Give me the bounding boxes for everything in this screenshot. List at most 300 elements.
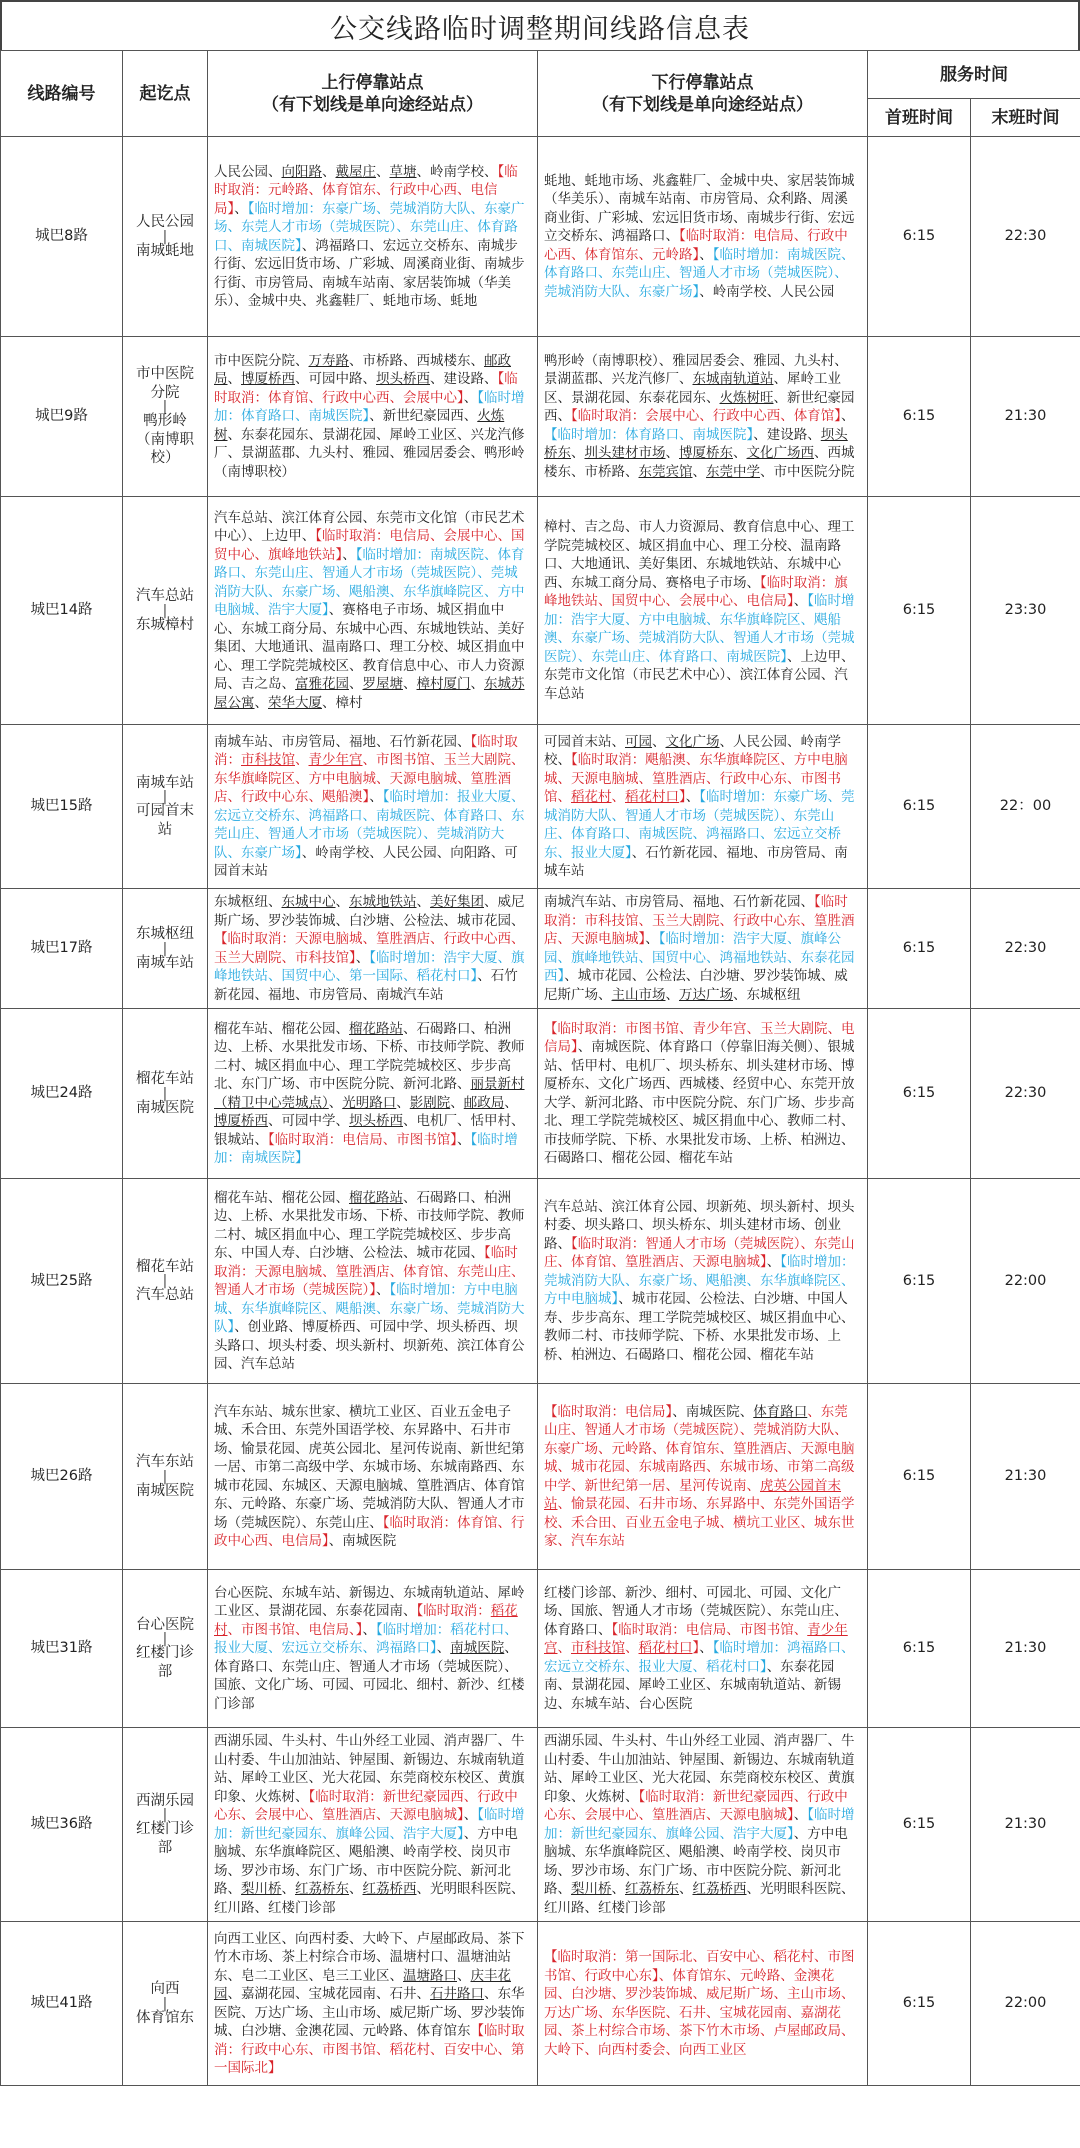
- stop-segment: 【临时取消：元岭路、体育馆东、行政中心西、电信局】: [214, 163, 518, 217]
- stop-segment: 梨川桥: [241, 1881, 282, 1897]
- route-endpoints: [123, 137, 208, 337]
- last-bus-time: [971, 497, 1080, 725]
- stop-segment: 、石竹新花园、福地、市房管局、南城车站: [544, 844, 848, 879]
- route-endpoints: [123, 1384, 208, 1570]
- header-down-stops: [538, 51, 868, 137]
- stop-segment: 、石碣路口、柏洲边、上桥、水果批发市场、下桥、市技师学院、教师二村、城区捐血中心、理工学院莞城校区、步步高北、东门广场、市中医院分院、新河北路、: [214, 1020, 525, 1092]
- last-bus-time: [971, 1009, 1080, 1179]
- first-bus-time: [868, 497, 971, 725]
- stop-segment: 文化广场西: [746, 445, 814, 462]
- up-stops: [208, 1570, 538, 1728]
- last-bus-time: [971, 1728, 1080, 1922]
- route-terminus: 鸭形岭（南博职校）: [136, 413, 194, 467]
- stop-segment: 向西工业区、向西村委、大岭下、卢屋邮政局、茶下竹木市场、茶上村综合市场、温塘村口、温塘油站东、皂二工业区、皂三工业区、: [214, 1930, 525, 1984]
- stop-segment: 、: [699, 246, 713, 263]
- stop-segment: 、: [335, 894, 349, 910]
- route-separator: |: [162, 1631, 168, 1648]
- route-separator: |: [162, 1995, 168, 2012]
- last-bus-text: 21:30: [1004, 408, 1047, 425]
- stop-segment: 青少年宫: [544, 1621, 848, 1657]
- up-stops: [208, 889, 538, 1009]
- route-endpoints: [123, 889, 208, 1009]
- up-stops: [208, 497, 538, 725]
- stop-segment: 、: [403, 676, 417, 693]
- stop-segment: 东城地铁站: [349, 894, 417, 910]
- route-terminus: 南城蚝地: [136, 242, 194, 259]
- down-stops: [538, 1384, 868, 1570]
- stop-segment: 光明路口: [342, 1094, 397, 1111]
- stop-segment: 坝头桥西: [376, 371, 430, 388]
- stop-segment: 、: [793, 1807, 808, 1823]
- first-bus-time: [868, 1728, 971, 1922]
- stop-segment: 【临时增加：稻花村口、报业大厦、宏远立交桥东、鸿福路口】: [214, 1621, 518, 1657]
- stop-segment: 东城苏屋公寓: [214, 676, 525, 711]
- route-origin: 汽车总站: [136, 588, 194, 604]
- stop-segment: 、: [699, 1640, 713, 1657]
- stop-segment: 、: [807, 1403, 821, 1420]
- first-bus-text: 6:15: [902, 1272, 936, 1289]
- route-terminus: 南城医院: [136, 1099, 194, 1116]
- stop-segment: 榴花车站、榴花公园、: [214, 1020, 349, 1037]
- table-title: 公交线路临时调整期间线路信息表: [0, 0, 1080, 50]
- stop-segment: 红荔桥西: [692, 1881, 747, 1897]
- route-origin: 人民公园: [136, 214, 194, 230]
- stop-segment: 、: [733, 445, 747, 462]
- last-bus-time: [971, 725, 1080, 889]
- stop-segment: 青少年宫: [308, 752, 363, 768]
- stop-segment: 荣华大厦: [268, 694, 322, 711]
- down-stops: [538, 1009, 868, 1179]
- stop-segment: 、: [355, 949, 370, 966]
- stop-segment: 【临时取消：市科技馆、玉兰大剧院、行政中心东、篁胜酒店、天源电脑城】: [544, 894, 855, 947]
- route-code: [1, 137, 123, 337]
- table-row: [1, 725, 1080, 889]
- stop-segment: 、: [376, 163, 390, 180]
- stop-segment: 【临时取消：会展中心、行政中心西、体育馆】: [571, 408, 841, 425]
- stop-segment: 【临时取消：电信局、行政中心西、体育馆东、元岭路】: [544, 228, 848, 263]
- stop-segment: 博厦桥西: [241, 371, 295, 388]
- stop-segment: 【临时增加：浩宇大厦、旗峰地铁站、国贸中心、第一国际、稻花村口】: [214, 949, 525, 984]
- stop-segment: 、南城医院: [328, 1533, 397, 1549]
- first-bus-text: 6:15: [902, 940, 936, 957]
- first-bus-text: 6:15: [902, 1640, 936, 1657]
- first-bus-time: [868, 1384, 971, 1570]
- first-bus-time: [868, 337, 971, 497]
- stop-segment: 【临时取消：飓船澳、东华旗峰院区、方中电脑城、天源电脑城、篁胜酒店、行政中心东、市图书馆、: [544, 752, 848, 805]
- table-row: [1, 1009, 1080, 1179]
- up-stops: [208, 1009, 538, 1179]
- first-bus-time: [868, 1570, 971, 1728]
- last-bus-text: 22：00: [999, 798, 1052, 815]
- route-separator: |: [162, 1807, 168, 1824]
- route-code-text: 城巴25路: [30, 1272, 93, 1289]
- stop-segment: 稻花村口: [625, 789, 679, 805]
- last-bus-text: 21:30: [1004, 1468, 1047, 1485]
- stop-segment: 、威尼斯广场、罗沙装饰城、白沙塘、公检法、城市花园、: [214, 894, 525, 929]
- first-bus-text: 6:15: [902, 1085, 936, 1102]
- stop-segment: 、石碣路口、柏洲边、上桥、水果批发市场、下桥、市技师学院、教师二村、城区捐血中心、理工学院莞城校区、步步高东、中国人寿、白沙塘、公检法、城市花园、: [214, 1189, 525, 1261]
- route-separator: |: [162, 399, 168, 416]
- stop-segment: 【临时取消：第一国际北、百安中心、稻花村、市图书馆、行政中心东】: [544, 1949, 855, 1984]
- stop-segment: 红荔桥东: [295, 1881, 349, 1897]
- down-stops: [538, 1728, 868, 1922]
- route-terminus: 南城医院: [136, 1482, 194, 1499]
- stop-segment: 草塘: [389, 163, 417, 180]
- header-down-note: （有下划线是单向途经站点）: [592, 94, 813, 115]
- first-bus-time: [868, 1009, 971, 1179]
- stop-segment: 【临时取消：电信局、会展中心、国贸中心、旗峰地铁站】: [214, 528, 525, 563]
- stop-segment: 、南城医院、体育路口（停靠旧海关侧）、银城站、恬甲村、电机厂、坝头桥东、圳头建材市场、博厦桥东、文化广场西、西城楼、经贸中心、东莞开放大学、新河北路、市中医院分院、东门广场、步步高北、理工学院莞城校区、城区捐血中心、教师二村、市技师学院、下桥、水果批发市场、上桥、柏洲边、石碣路口、榴花公园、榴花车站: [544, 1039, 855, 1166]
- route-code-text: 城巴36路: [30, 1816, 93, 1833]
- stop-segment: 、岭南学校、人民公园、向阳路、可园首末站: [214, 844, 518, 879]
- stop-segment: 、方中电脑城、东华旗峰院区、飓船澳、岭南学校、岗贝市场、罗沙市场、东门广场、市中医院分院、新河北路、: [214, 1825, 518, 1897]
- route-endpoints: [123, 1179, 208, 1384]
- stop-segment: 、建设路、: [430, 371, 498, 388]
- route-code-text: 城巴8路: [35, 228, 88, 245]
- stop-segment: 、: [841, 408, 855, 425]
- stop-segment: 西湖乐园、牛头村、牛山外经工业园、消声器厂、牛山村委、牛山加油站、钟屋围、新锡边、东城南轨道站、犀岭工业区、光大花园、东莞商校东校区、黄旗印象、火炼树、: [214, 1733, 525, 1805]
- stop-segment: 【临时增加：体育路口、南城医院】: [544, 426, 754, 443]
- route-code-text: 城巴31路: [30, 1640, 93, 1657]
- stop-segment: 、城市花园、公检法、白沙塘、中国人寿、步步高东、理工学院莞城校区、城区捐血中心、教师二村、市技师学院、下桥、水果批发市场、上桥、柏洲边、石碣路口、榴花公园、榴花车站: [544, 1291, 855, 1363]
- header-route: 线路编号: [1, 51, 123, 137]
- table-row: [1, 1179, 1080, 1384]
- stop-segment: 东城枢纽、: [214, 894, 282, 910]
- stop-segment: 、: [793, 593, 808, 609]
- down-stops: [538, 1570, 868, 1728]
- first-bus-text: 6:15: [902, 1816, 936, 1833]
- stop-segment: 【临时取消：体育馆、行政中心西、电信局】: [214, 1514, 525, 1549]
- route-separator: |: [162, 1468, 168, 1485]
- down-stops: [538, 1922, 868, 2086]
- stop-segment: 、: [396, 1094, 410, 1111]
- last-bus-text: 21:30: [1004, 1816, 1047, 1833]
- stop-segment: 、: [645, 931, 659, 947]
- stop-segment: 、: [234, 200, 248, 217]
- stop-segment: 台心医院、东城车站、新锡边、东城南轨道站、犀岭工业区、景湖花园、东泰花园南、: [214, 1584, 525, 1620]
- stop-segment: 稻花村口: [638, 1640, 693, 1657]
- stop-segment: 、: [227, 371, 241, 388]
- last-bus-time: [971, 137, 1080, 337]
- header-first-bus: 首班时间: [868, 99, 971, 137]
- stop-segment: 、东泰花园东、景湖花园、犀岭工业区、兴龙汽修厂、景湖蓝郡、九头村、雅园、雅园居委会、鸭形岭（南博职校）: [214, 426, 525, 480]
- route-terminus: 可园首末站: [136, 803, 194, 838]
- stop-segment: 、可园中学、: [268, 1113, 349, 1129]
- table-row: [1, 337, 1080, 497]
- route-terminus: 红楼门诊部: [136, 1645, 194, 1680]
- route-code: [1, 725, 123, 889]
- stop-segment: 、光明眼科医院、红川路、红楼门诊部: [214, 1881, 525, 1916]
- header-up-stops: [208, 51, 538, 137]
- stop-segment: 、: [416, 894, 430, 910]
- route-origin: 向西: [150, 1981, 180, 1997]
- stop-segment: 、市图书馆、玉兰大剧院、东华旗峰院区、方中电脑城、天源电脑城、篁胜酒店、行政中心东、飓船澳】: [214, 752, 525, 805]
- route-endpoints: [123, 1570, 208, 1728]
- up-stops: [208, 1384, 538, 1570]
- route-endpoints: [123, 725, 208, 889]
- stop-segment: 、: [685, 789, 700, 805]
- stop-segment: 、上边甲、东莞市文化馆（市民艺术中心）、滨江体育公园、汽车总站: [544, 648, 855, 702]
- stop-segment: 、鸿福路口、宏远立交桥东、南城步行街、宏远旧货市场、广彩城、周溪商业街、南城步行街、市房管局、南城车站南、家居装饰城（华美乐）、金城中央、兆鑫鞋厂、蚝地市场、蚝地: [214, 237, 525, 309]
- stop-segment: 、: [652, 733, 666, 750]
- stop-segment: 【临时增加：东豪广场、莞城消防大队、智通人才市场（莞城医院）、东莞山庄、体育路口、南城医院、鸿福路口、宏远立交桥东、报业大厦】: [544, 789, 855, 861]
- route-rows: [1, 137, 1080, 2086]
- route-endpoints: [123, 1009, 208, 1179]
- stop-segment: 、: [679, 1881, 693, 1897]
- stop-segment: 富雅花园: [295, 676, 349, 693]
- stop-segment: 、: [692, 463, 706, 480]
- stop-segment: 榴花路站: [349, 1189, 403, 1206]
- stop-segment: 稻花村: [214, 1603, 518, 1638]
- stop-segment: 、: [611, 1881, 625, 1897]
- stop-segment: 【临时增加：鸿福路口、宏远立交桥东、报业大厦、稻花村口】: [544, 1640, 855, 1675]
- stop-segment: 、: [349, 1881, 363, 1897]
- stop-segment: 、东泰花园南、景湖花园、犀岭工业区、东城南轨道站、新锡边、东城车站、台心医院: [544, 1658, 841, 1712]
- stop-segment: 东莞山庄、智通人才市场（莞城医院）、莞城消防大队、东豪广场、元岭路、体育馆东、篁胜酒店、天源电脑城、城市花园、东城南路西、东城市场、市第二高级中学、新世纪第一居、星河传说南、: [544, 1403, 855, 1494]
- stop-segment: 【临时取消：电信局、市图书馆】: [268, 1131, 457, 1148]
- down-stops: [538, 725, 868, 889]
- stop-segment: 、: [571, 445, 585, 462]
- stop-segment: 、: [463, 1807, 478, 1823]
- stop-segment: 、市图书馆、电信局、】: [227, 1621, 363, 1638]
- stop-segment: 虎英公园首末站: [544, 1477, 841, 1512]
- stop-segment: 美好集团: [430, 894, 484, 910]
- route-code: [1, 1922, 123, 2086]
- route-separator: |: [162, 1085, 168, 1102]
- route-endpoints: [123, 1728, 208, 1922]
- down-stops: [538, 137, 868, 337]
- last-bus-time: [971, 1384, 1080, 1570]
- route-origin: 榴花车站: [136, 1258, 194, 1275]
- stop-segment: 庆丰花园: [214, 1967, 511, 2002]
- stop-segment: 主山市场: [611, 986, 666, 1003]
- route-code-text: 城巴24路: [30, 1085, 93, 1102]
- stop-segment: 人民公园、: [214, 163, 282, 180]
- stop-segment: 、: [349, 676, 363, 693]
- route-origin: 市中医院分院: [136, 366, 194, 401]
- first-bus-text: 6:15: [902, 228, 936, 245]
- up-stops: [208, 1728, 538, 1922]
- last-bus-time: [971, 1922, 1080, 2086]
- stop-segment: 】: [692, 1640, 700, 1657]
- route-code: [1, 1728, 123, 1922]
- first-bus-time: [868, 1922, 971, 2086]
- last-bus-time: [971, 889, 1080, 1009]
- stop-segment: 东莞宾馆: [638, 463, 693, 480]
- table-row: [1, 1570, 1080, 1728]
- stop-segment: 南城医院: [450, 1640, 505, 1657]
- stop-segment: 、: [457, 1131, 471, 1148]
- stop-segment: 【临时增加：浩宇大厦、旗峰公园、旗峰地铁站、国贸中心、鸿福地铁站、东泰花园西】: [544, 931, 855, 984]
- stop-segment: 石井路口: [430, 1986, 484, 2002]
- stop-segment: 、樟村: [322, 694, 363, 711]
- stop-segment: 坝头桥东: [544, 426, 848, 462]
- stop-segment: 万达广场: [679, 986, 733, 1003]
- header-down-title: 下行停靠站点: [651, 72, 754, 93]
- stop-segment: 、: [295, 752, 309, 768]
- header-endpoints: 起讫点: [123, 51, 208, 137]
- stop-segment: 、东城枢纽: [733, 986, 801, 1003]
- stop-segment: 坝头桥西: [349, 1113, 403, 1129]
- stop-segment: 【临时增加：浩宇大厦、方中电脑城、东华旗峰院区、飓船澳、东豪广场、莞城消防大队、智通人才市场（莞城医院）、东莞山庄、体育路口、南城医院】: [544, 593, 855, 665]
- stop-segment: 可园: [625, 733, 652, 750]
- stop-segment: 、: [254, 694, 268, 711]
- last-bus-time: [971, 1179, 1080, 1384]
- stop-segment: 、光明眼科医院、红川路、红楼门诊部: [544, 1881, 855, 1916]
- last-bus-text: 22:30: [1004, 228, 1047, 245]
- route-origin: 台心医院: [136, 1616, 194, 1633]
- route-code-text: 城巴15路: [30, 798, 93, 815]
- stop-segment: 【临时取消：天源电脑城、篁胜酒店、体育馆、东莞山庄、智通人才市场（莞城医院）】: [214, 1245, 525, 1298]
- stop-segment: 【临时取消：新世纪豪园西、行政中心东、会展中心、篁胜酒店、天源电脑城】: [214, 1788, 518, 1823]
- table-row: [1, 1922, 1080, 2086]
- stop-segment: 罗屋塘: [362, 676, 403, 693]
- stop-segment: 、: [470, 676, 484, 693]
- stop-segment: 【临时增加：新世纪豪园东、旗峰公园、浩宇大厦】: [544, 1807, 855, 1842]
- stop-segment: 南城车站、市房管局、福地、石竹新花园、: [214, 733, 471, 750]
- stop-segment: 市科技馆: [241, 752, 295, 768]
- stop-segment: 影剧院: [409, 1094, 451, 1111]
- stop-segment: 圳头建材市场: [584, 445, 666, 462]
- stop-segment: 汽车总站、滨江体育公园、坝新苑、坝头新村、坝头村委、坝头路口、坝头桥东、圳头建材市场、创业路、: [544, 1198, 855, 1252]
- route-terminus: 东城樟村: [136, 616, 194, 633]
- stop-segment: 、: [766, 1254, 781, 1271]
- up-stops: [208, 1179, 538, 1384]
- stop-segment: 【临时增加：报业大厦、宏远立交桥东、鸿福路口、南城医院、体育路口、东莞山庄、智通人才市场（莞城医院）、莞城消防大队、东豪广场】: [214, 789, 525, 861]
- stop-segment: 榴花车站、榴花公园、: [214, 1189, 349, 1206]
- stop-segment: 、体育路口、东莞山庄、智通人才市场（莞城医院）、国旅、文化广场、可园、可园北、细村、新沙、红楼门诊部: [214, 1640, 525, 1712]
- stop-segment: 、: [665, 445, 679, 462]
- stop-segment: 【临时增加：南城医院、体育路口、东莞山庄、智通人才市场（莞城医院）、莞城消防大队、东豪广场、飓船澳、东华旗峰院区、方中电脑城、浩宇大厦】: [214, 546, 525, 619]
- route-table: [0, 50, 1080, 2086]
- table-row: [1, 1728, 1080, 1922]
- stop-segment: 樟村、吉之岛、市人力资源局、教育信息中心、理工学院莞城校区、城区捐血中心、理工分校、温南路口、大地通讯、美好集团、东城地铁站、东城中心西、东城工商分局、赛格电子市场、: [544, 519, 855, 591]
- stop-segment: 、: [322, 163, 336, 180]
- route-terminus: 汽车总站: [136, 1287, 194, 1303]
- stop-segment: 、可园中路、: [295, 371, 376, 388]
- stop-segment: 、愉景花园、石井市场、东昇路中、东莞外国语学校、禾合田、百业五金电子城、横坑工业区、城东世家、汽车东站: [544, 1496, 855, 1549]
- route-code: [1, 1009, 123, 1179]
- last-bus-text: 23:30: [1004, 602, 1047, 619]
- down-stops: [538, 497, 868, 725]
- stop-segment: 、: [504, 1094, 518, 1111]
- stop-segment: 市中医院分院、: [214, 352, 309, 369]
- stop-segment: 、东华医院、万达广场、主山市场、威尼斯广场、罗沙装饰城、白沙塘、金澳花园、元岭路、体育馆东: [214, 1986, 525, 2039]
- route-origin: 榴花车站: [136, 1071, 194, 1087]
- stop-segment: 、: [450, 1094, 464, 1111]
- stop-segment: 红荔桥东: [625, 1881, 679, 1897]
- stop-segment: 火炼树旺: [719, 389, 774, 406]
- route-code: [1, 1384, 123, 1570]
- stop-segment: 【临时增加：南城医院、体育路口、东莞山庄、智通人才市场（莞城医院）、莞城消防大队、东豪广场】: [544, 246, 855, 300]
- stop-segment: 、赛格电子市场、城区捐血中心、东城工商分局、东城中心西、东城地铁站、美好集团、大地通讯、温南路口、理工分校、城区捐血中心、理工学院莞城校区、教育信息中心、市人力资源局、吉之岛、: [214, 602, 525, 693]
- route-origin: 西湖乐园: [136, 1792, 194, 1809]
- stop-segment: 【临时取消：智通人才市场（莞城医院）、东莞山庄、体育馆、篁胜酒店、天源电脑城】: [544, 1235, 855, 1271]
- last-bus-time: [971, 1570, 1080, 1728]
- stop-segment: 【临时取消：: [416, 1603, 491, 1620]
- stop-segment: 红楼门诊部、新沙、细村、可园北、可园、文化广场、国旅、智通人才市场（莞城医院）、东莞山庄、体育路口、: [544, 1584, 848, 1638]
- stop-segment: 【临时取消：市图书馆、青少年宫、玉兰大剧院、电信局】: [544, 1020, 855, 1055]
- stop-segment: 【临时取消：新世纪豪园西、行政中心东、会展中心、篁胜酒店、天源电脑城】: [544, 1788, 848, 1823]
- route-separator: |: [162, 1273, 168, 1289]
- stop-segment: 博厦桥东: [679, 445, 733, 462]
- header-up-title: 上行停靠站点: [321, 72, 424, 93]
- first-bus-time: [868, 137, 971, 337]
- route-terminus: 南城车站: [136, 954, 194, 971]
- stop-segment: 、: [463, 389, 478, 406]
- route-endpoints: [123, 1922, 208, 2086]
- stop-segment: 【临时增加：体育路口、南城医院】: [214, 389, 525, 425]
- route-code-text: 城巴9路: [35, 408, 88, 425]
- stop-segment: 、: [328, 1094, 343, 1111]
- route-code: [1, 1570, 123, 1728]
- first-bus-text: 6:15: [902, 602, 936, 619]
- stop-segment: 、: [342, 546, 356, 563]
- route-code: [1, 497, 123, 725]
- route-terminus: 红楼门诊部: [136, 1821, 194, 1856]
- stop-segment: 鸭形岭（南博职校）、雅园居委会、雅园、九头村、景湖蓝郡、兴龙汽修厂、: [544, 352, 848, 388]
- stop-segment: 【临时增加：莞城消防大队、东豪广场、飓船澳、东华旗峰院区、方中电脑城】: [544, 1254, 855, 1308]
- route-origin: 东城枢纽: [136, 926, 194, 942]
- stop-segment: 东莞中学: [706, 463, 760, 480]
- route-code-text: 城巴41路: [30, 1995, 93, 2012]
- route-origin: 汽车东站: [136, 1454, 194, 1470]
- route-code-text: 城巴17路: [30, 940, 93, 957]
- stop-segment: 丽景新村（精卫中心莞城点）: [214, 1076, 525, 1111]
- stop-segment: 、西城楼东、市桥路、: [544, 445, 855, 480]
- up-stops: [208, 725, 538, 889]
- stop-segment: 、人民公园、岭南学校、: [544, 733, 841, 768]
- first-bus-time: [868, 725, 971, 889]
- stop-segment: 汽车总站、滨江体育公园、东莞市文化馆（市民艺术中心）、上边甲、: [214, 509, 525, 545]
- stop-segment: 【临时增加：东豪广场、莞城消防大队、东豪广场、东莞人才市场（莞城医院）、东莞山庄、体育路口、南城医院】: [214, 200, 525, 254]
- stop-segment: 、: [625, 1640, 639, 1657]
- stop-segment: 茶上村综合市场、茶下竹木市场、卢屋邮政局、大岭下、向西村委会、向西工业区: [544, 2023, 855, 2058]
- stop-segment: 、: [557, 1640, 571, 1657]
- stop-segment: 、: [281, 1881, 295, 1897]
- stop-segment: 万寿路: [308, 352, 349, 369]
- stop-segment: 【临时取消：旗峰地铁站、国贸中心、会展中心、电信局】: [544, 574, 848, 609]
- stop-segment: 【临时增加：南城医院】: [214, 1131, 518, 1166]
- stop-segment: 可园首末站、: [544, 733, 625, 750]
- last-bus-text: 21:30: [1004, 1640, 1047, 1657]
- stop-segment: 、方中电脑城、东华旗峰院区、飓船澳、岭南学校、岗贝市场、罗沙市场、东门广场、市中医院分院、新河北路、: [544, 1825, 848, 1897]
- stop-segment: 邮政局: [214, 352, 511, 388]
- stop-segment: 、岭南学校、: [416, 163, 498, 180]
- stop-segment: 【临时取消：电信局】: [544, 1403, 673, 1420]
- stop-segment: 邮政局: [463, 1094, 505, 1111]
- first-bus-time: [868, 889, 971, 1009]
- stop-segment: 樟村厦门: [416, 676, 471, 693]
- stop-segment: 西湖乐园、牛头村、牛山外经工业园、消声器厂、牛山村委、牛山加油站、钟屋围、新锡边、东城南轨道站、犀岭工业区、光大花园、东莞商校东校区、黄旗印象、火炼树、: [544, 1733, 855, 1805]
- route-code-text: 城巴14路: [30, 602, 93, 619]
- header-up-note: （有下划线是单向途经站点）: [262, 94, 483, 115]
- table-row: [1, 889, 1080, 1009]
- stop-segment: 榴花路站: [349, 1020, 403, 1037]
- first-bus-text: 6:15: [902, 408, 936, 425]
- stop-segment: 南城汽车站、市房管局、福地、石竹新花园、: [544, 894, 814, 910]
- stop-segment: 博厦桥西: [214, 1113, 268, 1129]
- stop-segment: 【临时取消：天源电脑城、篁胜酒店、行政中心西、玉兰大剧院、市科技馆】: [214, 931, 525, 966]
- last-bus-text: 22:30: [1004, 940, 1047, 957]
- stop-segment: 【临时取消：: [214, 733, 518, 768]
- stop-segment: 【临时取消：体育馆、行政中心西、会展中心】: [214, 371, 518, 406]
- last-bus-time: [971, 337, 1080, 497]
- down-stops: [538, 1179, 868, 1384]
- stop-segment: 、: [376, 1282, 390, 1298]
- table-row: [1, 1384, 1080, 1570]
- route-origin: 南城车站: [136, 774, 194, 791]
